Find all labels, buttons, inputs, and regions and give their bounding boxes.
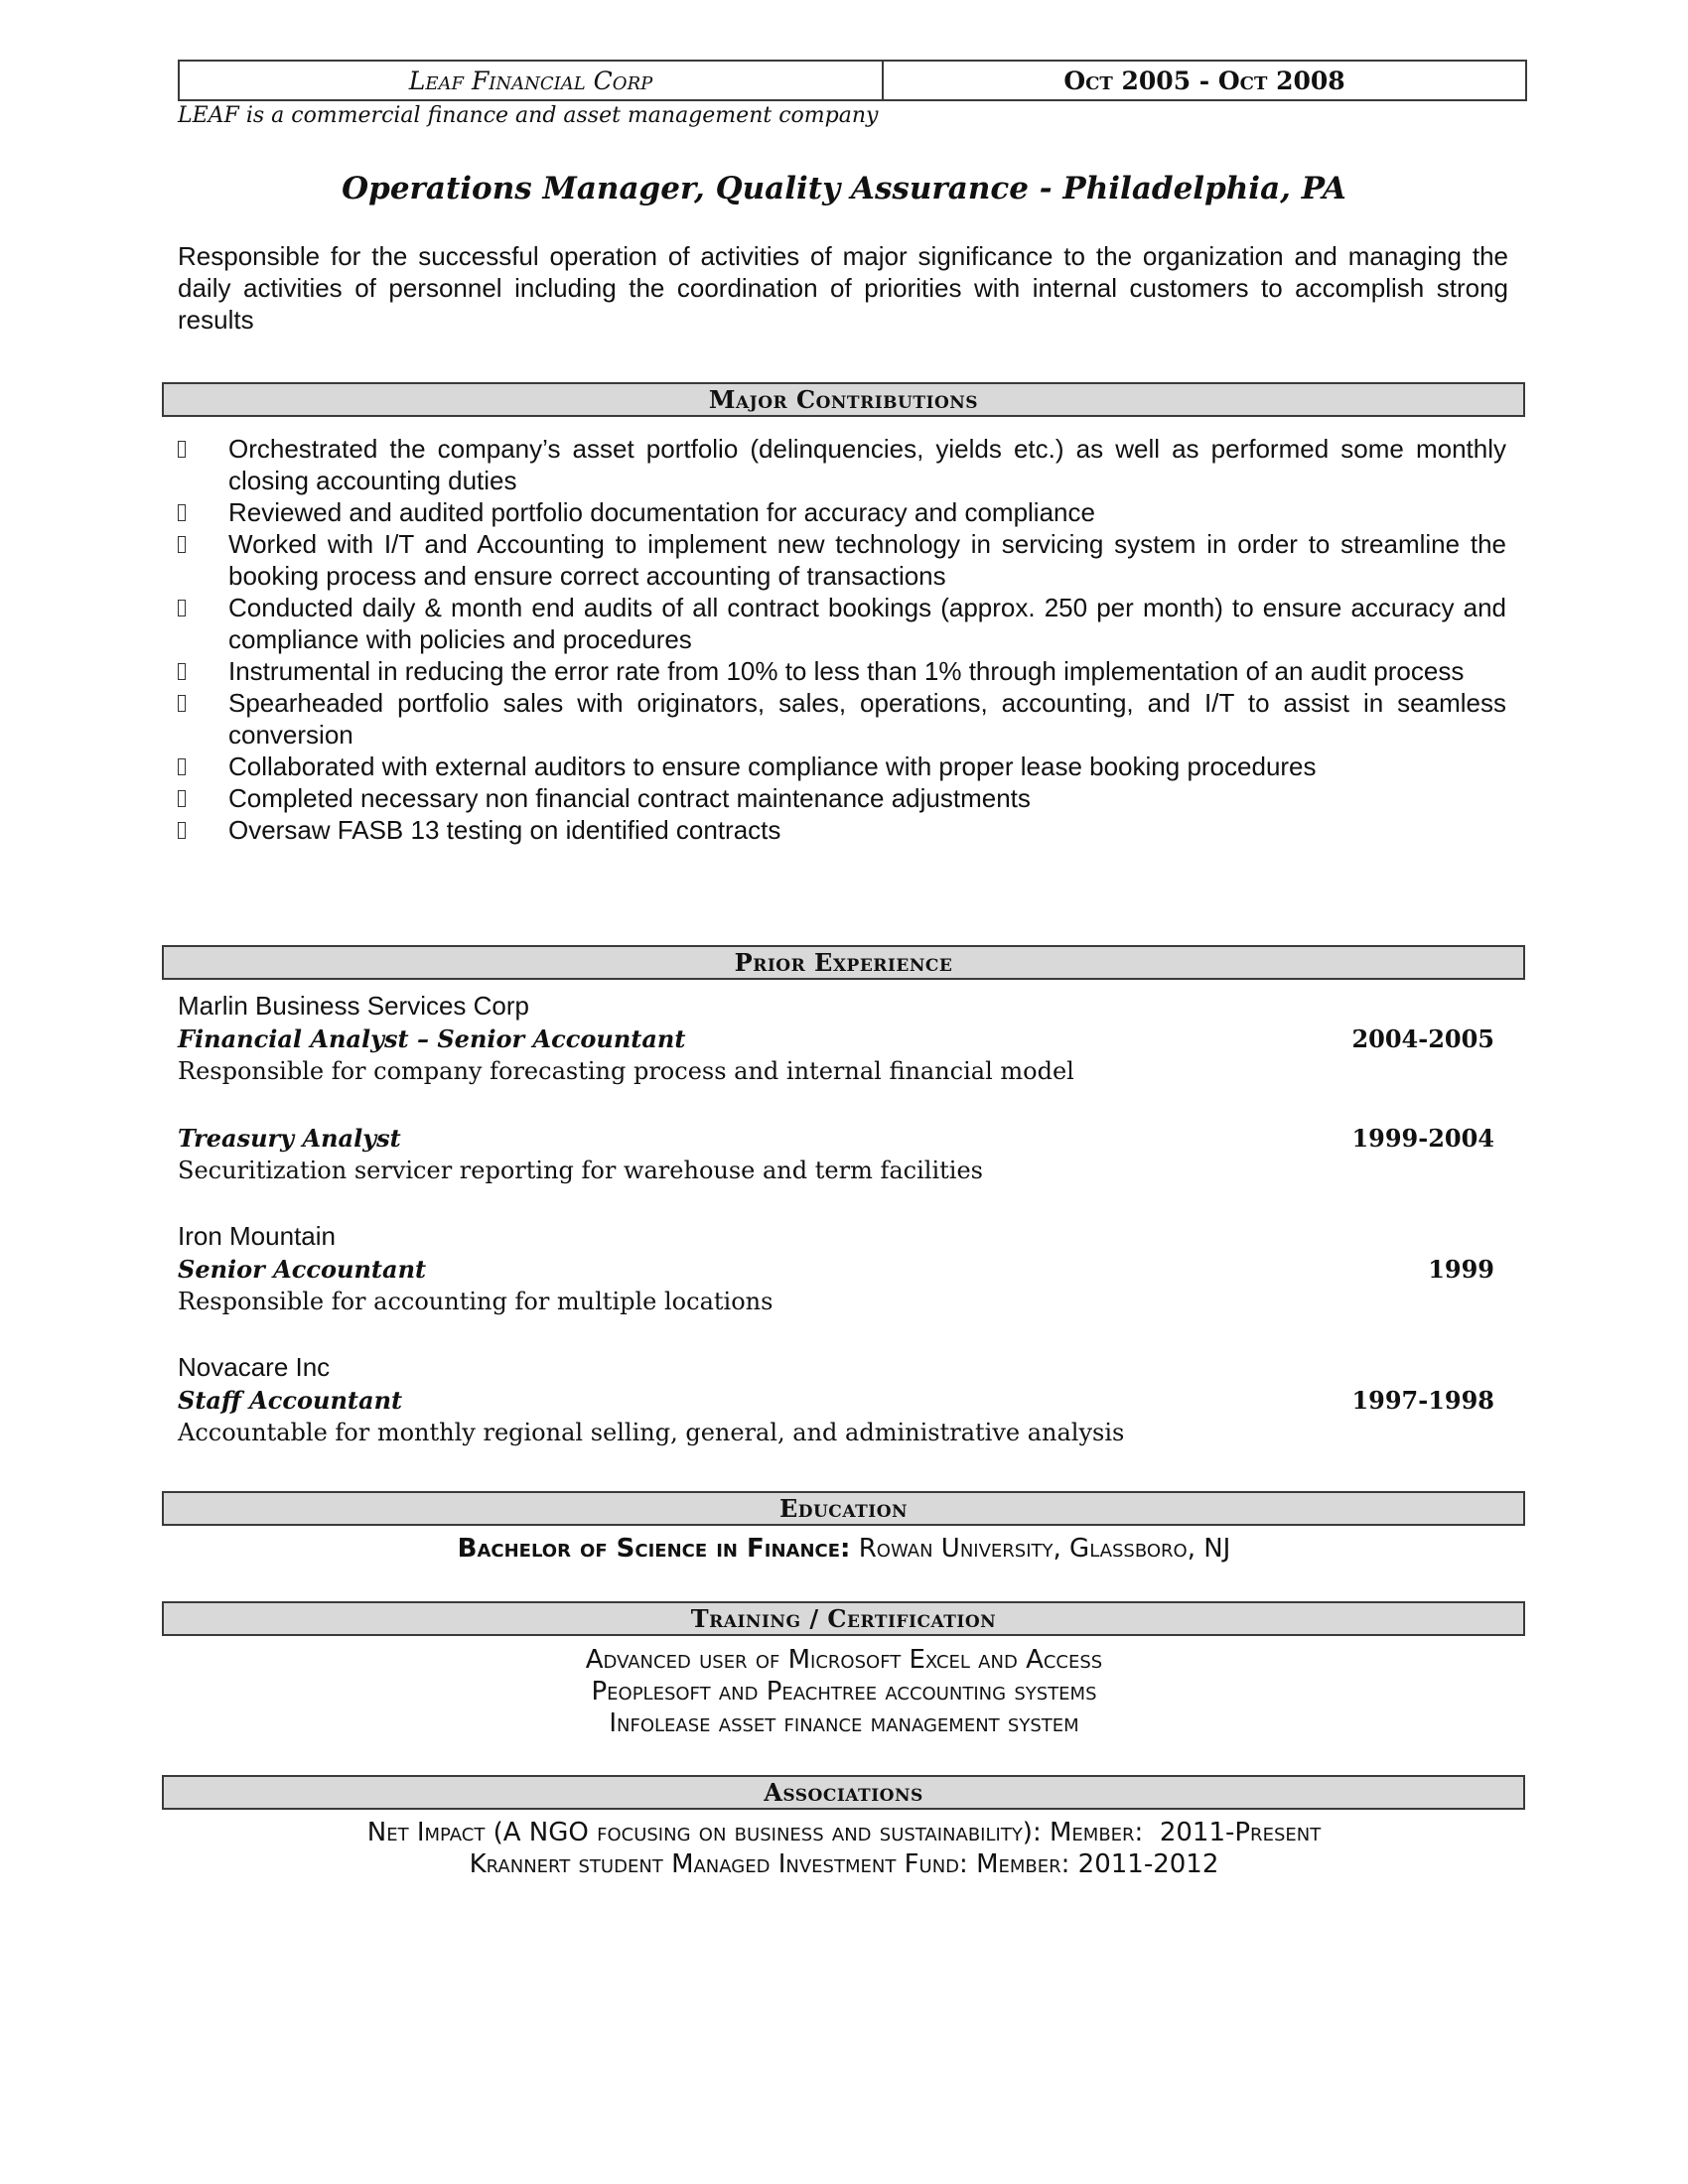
list-item: Oversaw FASB 13 testing on identified contracts: [178, 814, 1506, 846]
bullet-icon: [178, 695, 186, 712]
role-years: 1997-1998: [1351, 1386, 1494, 1415]
association-item: Krannert student Managed Investment Fund: Member: 2011-2012: [469, 1849, 1219, 1879]
section-header-major-contributions: Major Contributions: [162, 382, 1525, 417]
list-item: Conducted daily & month end audits of all contract bookings (approx. 250 per month) to ensure accuracy and compliance with policies and procedures: [178, 592, 1506, 655]
employment-dates: Oct 2005 - Oct 2008: [1063, 66, 1345, 95]
role-title: Senior Accountant: [178, 1255, 427, 1284]
role-years: 2004-2005: [1351, 1024, 1494, 1053]
bullet-icon: [178, 600, 186, 616]
job-summary: Responsible for the successful operation of activities of major significance to the organization and managing the daily activities of personnel including the coordination of priorities with internal customers to accomplish strong results: [178, 241, 1508, 335]
training-item: Advanced user of Microsoft Excel and Access: [585, 1645, 1103, 1675]
school: Rowan University, Glassboro, NJ: [850, 1534, 1231, 1564]
company-name: Marlin Business Services Corp: [178, 991, 530, 1021]
list-item: Worked with I/T and Accounting to implement new technology in servicing system in order to streamline the booking process and ensure correct accounting of transactions: [178, 528, 1506, 592]
bullet-icon: [178, 758, 186, 775]
employer-name: Leaf Financial Corp: [180, 62, 884, 99]
degree: Bachelor of Science in Finance:: [457, 1534, 851, 1564]
company-name: Iron Mountain: [178, 1221, 336, 1251]
experience-entry: [178, 1220, 1494, 1318]
experience-entry: [178, 1122, 1494, 1187]
association-item: Net Impact (A NGO focusing on business and sustainability): Member: 2011-Present: [366, 1818, 1322, 1847]
role-years: 1999: [1428, 1255, 1494, 1284]
role-description: Responsible for accounting for multiple locations: [178, 1288, 774, 1315]
role-title: Financial Analyst – Senior Accountant: [178, 1024, 686, 1053]
bullet-icon: [178, 441, 186, 458]
employer-header-table: [178, 60, 1527, 101]
section-header-training: Training / Certification: [162, 1601, 1525, 1636]
role-title: Staff Accountant: [178, 1386, 403, 1415]
section-header-prior-experience: Prior Experience: [162, 945, 1525, 980]
section-header-education: Education: [162, 1491, 1525, 1526]
list-item: Orchestrated the company’s asset portfolio (delinquencies, yields etc.) as well as performed some monthly closing accounting duties: [178, 433, 1506, 496]
contributions-list: [178, 433, 1506, 846]
experience-entry: [178, 1351, 1494, 1449]
job-title: Operations Manager, Quality Assurance - Philadelphia, PA: [342, 171, 1346, 206]
bullet-icon: [178, 536, 186, 553]
training-item: Peoplesoft and Peachtree accounting systems: [591, 1677, 1097, 1706]
experience-entry: [178, 990, 1494, 1088]
company-name: Novacare Inc: [178, 1352, 331, 1382]
role-description: Accountable for monthly regional selling, general, and administrative analysis: [178, 1419, 1125, 1446]
list-item: Collaborated with external auditors to ensure compliance with proper lease booking procedures: [178, 751, 1506, 782]
role-description: Securitization servicer reporting for warehouse and term facilities: [178, 1157, 983, 1184]
role-title: Treasury Analyst: [178, 1124, 401, 1153]
list-item: Spearheaded portfolio sales with originators, sales, operations, accounting, and I/T to assist in seamless conversion: [178, 687, 1506, 751]
list-item: Completed necessary non financial contract maintenance adjustments: [178, 782, 1506, 814]
education-entry: [0, 1533, 1688, 1565]
role-description: Responsible for company forecasting process and internal financial model: [178, 1057, 1074, 1085]
bullet-icon: [178, 504, 186, 521]
role-years: 1999-2004: [1351, 1124, 1494, 1153]
section-header-associations: Associations: [162, 1775, 1525, 1810]
bullet-icon: [178, 822, 186, 839]
bullet-icon: [178, 790, 186, 807]
list-item: Instrumental in reducing the error rate from 10% to less than 1% through implementation of an audit process: [178, 655, 1506, 687]
training-item: Infolease asset finance management system: [609, 1708, 1079, 1738]
list-item: Reviewed and audited portfolio documentation for accuracy and compliance: [178, 496, 1506, 528]
bullet-icon: [178, 663, 186, 680]
company-tagline: LEAF is a commercial finance and asset management company: [178, 103, 879, 128]
